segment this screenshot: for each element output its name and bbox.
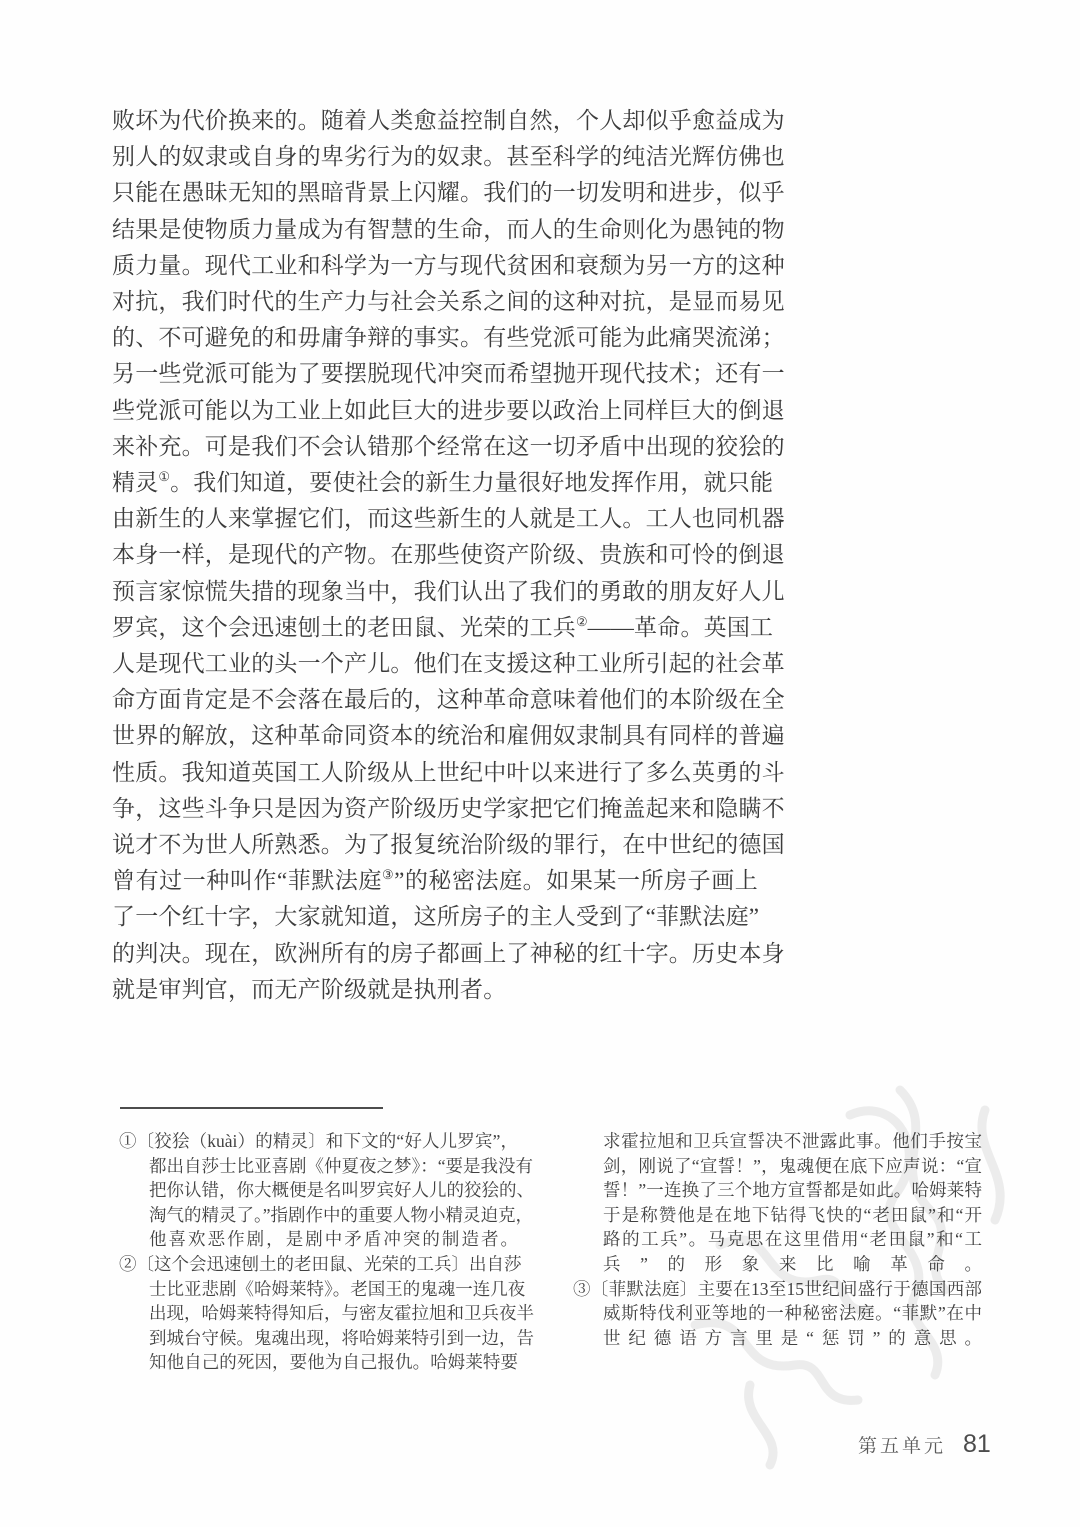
- footnote-line: 士比亚悲剧《哈姆莱特》。老国王的鬼魂一连几夜: [149, 1278, 526, 1299]
- body-line: 的、不可避免的和毋庸争辩的事实。有些党派可能为此痛哭流涕；: [112, 325, 785, 351]
- body-line: 些党派可能以为工业上如此巨大的进步要以政治上同样巨大的倒退: [112, 397, 785, 423]
- footnote-ref-marker: ②: [576, 613, 588, 629]
- footnote-line: 他喜欢恶作剧，是剧中矛盾冲突的制造者。: [149, 1229, 518, 1250]
- footnote-ref-marker: ①: [158, 469, 171, 485]
- page-footer: [858, 1430, 991, 1459]
- body-line: 曾有过一种叫作“菲默法庭③”的秘密法庭。如果某一所房子画上: [112, 867, 758, 894]
- footnote-divider: [120, 1107, 383, 1109]
- body-line: 对抗，我们时代的生产力与社会关系之间的这种对抗，是显而易见: [112, 289, 785, 315]
- body-line: 的判决。现在，欧洲所有的房子都画上了神秘的红十字。历史本身: [112, 940, 785, 966]
- body-line: 结果是使物质力量成为有智慧的生命，而人的生命则化为愚钝的物: [112, 216, 785, 242]
- footer-page-number: 81: [963, 1430, 991, 1458]
- footnote-line: ③〔菲默法庭〕主要在13至15世纪间盛行于德国西部: [573, 1278, 982, 1299]
- body-line: 了一个红十字，大家就知道，这所房子的主人受到了“菲默法庭”: [112, 904, 760, 930]
- footnote-line: 把你认错，你大概便是名叫罗宾好人儿的狡狯的、: [149, 1180, 534, 1201]
- body-line: 就是审判官，而无产阶级就是执刑者。: [112, 976, 507, 1002]
- body-line: 预言家惊慌失措的现象当中，我们认出了我们的勇敢的朋友好人儿: [112, 578, 785, 604]
- body-text: [112, 103, 785, 1008]
- footnote-line: 威斯特伐利亚等地的一种秘密法庭。“菲默”在中: [603, 1303, 982, 1324]
- body-line: 只能在愚昧无知的黑暗背景上闪耀。我们的一切发明和进步，似乎: [112, 180, 785, 206]
- footnote-line: 求霍拉旭和卫兵宣誓决不泄露此事。他们手按宝: [603, 1131, 982, 1151]
- body-line: 人是现代工业的头一个产儿。他们在支援这种工业所引起的社会革: [112, 651, 785, 677]
- body-line: 来补充。可是我们不会认错那个经常在这一切矛盾中出现的狡狯的: [112, 433, 785, 459]
- footnote-line: 都出自莎士比亚喜剧《仲夏夜之梦》：“要是我没有: [149, 1155, 534, 1176]
- footnote-line: 兵”的形象来比喻革命。: [603, 1253, 982, 1274]
- footnote-line: 淘气的精灵了。”指剧作中的重要人物小精灵迫克，: [149, 1204, 534, 1225]
- body-line: 性质。我知道英国工人阶级从上世纪中叶以来进行了多么英勇的斗: [112, 759, 785, 785]
- footnote-line: 剑，刚说了“宣誓！”，鬼魂便在底下应声说：“宣: [603, 1155, 982, 1176]
- body-line: 说才不为世人所熟悉。为了报复统治阶级的罪行，在中世纪的德国: [112, 832, 785, 858]
- footnote-line: 世纪德语方言里是“惩罚”的意思。: [603, 1327, 982, 1348]
- footnote-line: 于是称赞他是在地下钻得飞快的“老田鼠”和“开: [603, 1204, 982, 1225]
- body-line: 争，这些斗争只是因为资产阶级历史学家把它们掩盖起来和隐瞒不: [112, 795, 785, 821]
- body-line: 质力量。现代工业和科学为一方与现代贫困和衰颓为另一方的这种: [112, 252, 785, 278]
- body-line: 另一些党派可能为了要摆脱现代冲突而希望抛开现代技术；还有一: [112, 361, 785, 387]
- body-line: 本身一样，是现代的产物。在那些使资产阶级、贵族和可怜的倒退: [112, 542, 785, 568]
- body-line: 罗宾，这个会迅速刨土的老田鼠、光荣的工兵②——革命。英国工: [112, 613, 774, 640]
- footnote-line: 到城台守候。鬼魂出现，将哈姆莱特引到一边，告: [149, 1327, 534, 1348]
- footnote-ref-marker: ③: [382, 867, 395, 883]
- body-line: 精灵①。我们知道，要使社会的新生力量很好地发挥作用，就只能: [112, 469, 774, 496]
- body-line: 世界的解放，这种革命同资本的统治和雇佣奴隶制具有同样的普遍: [112, 723, 785, 749]
- footnote-line: ②〔这个会迅速刨土的老田鼠、光荣的工兵〕出自莎: [119, 1253, 522, 1274]
- body-line: 败坏为代价换来的。随着人类愈益控制自然，个人却似乎愈益成为: [112, 108, 785, 133]
- footer-unit-label: 第五单元: [858, 1436, 947, 1457]
- footnotes-right-column: [573, 1129, 982, 1350]
- body-line: 命方面肯定是不会落在最后的，这种革命意味着他们的本阶级在全: [112, 687, 785, 713]
- footnote-line: 誓！”一连换了三个地方宣誓都是如此。哈姆莱特: [603, 1180, 982, 1201]
- footnote-line: 出现，哈姆莱特得知后，与密友霍拉旭和卫兵夜半: [149, 1303, 534, 1324]
- body-line: 由新生的人来掌握它们，而这些新生的人就是工人。工人也同机器: [112, 506, 785, 532]
- footnote-line: 路的工兵”。马克思在这里借用“老田鼠”和“工: [603, 1229, 982, 1250]
- body-line: 别人的奴隶或自身的卑劣行为的奴隶。甚至科学的纯洁光辉仿佛也: [112, 144, 785, 170]
- footnote-line: 知他自己的死因，要他为自己报仇。哈姆莱特要: [149, 1352, 518, 1373]
- footnote-line: ①〔狡狯（kuài）的精灵〕和下文的“好人儿罗宾”，: [119, 1131, 518, 1151]
- footnotes-left-column: [119, 1129, 534, 1375]
